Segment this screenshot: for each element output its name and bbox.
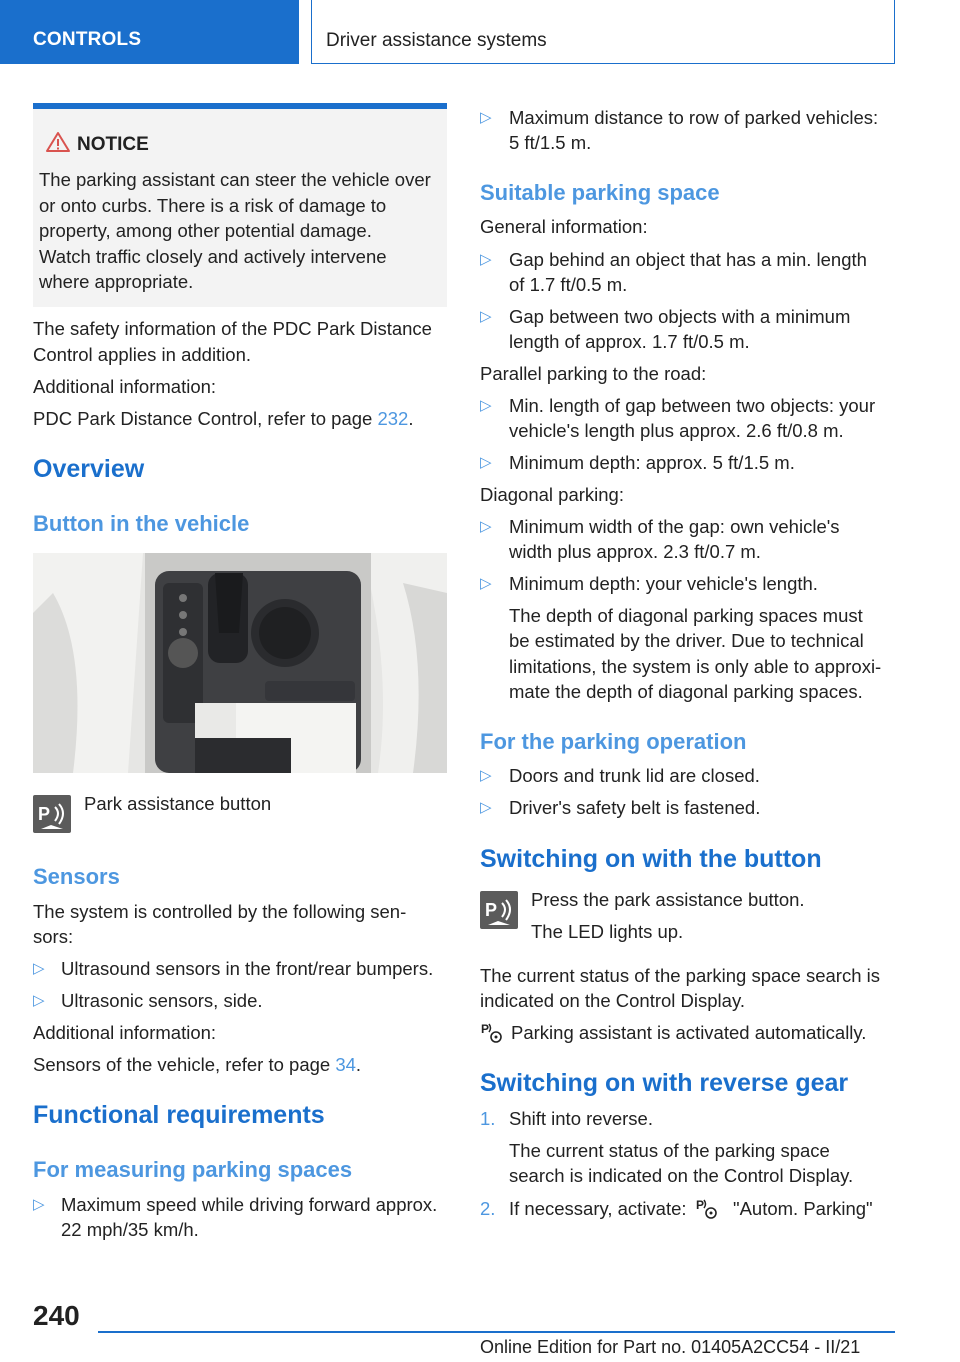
list-item: Minimum depth: approx. 5 ft/1.5 m. xyxy=(509,452,795,473)
bullet-icon: ▷ xyxy=(480,109,492,126)
diagonal-label: Diagonal parking: xyxy=(480,484,624,505)
additional-info-label: Additional information: xyxy=(33,376,217,397)
list-item: Doors and trunk lid are closed. xyxy=(509,765,760,786)
chapter-tab xyxy=(311,0,895,64)
safety-text: The safety information of the PDC Park Distance xyxy=(33,318,432,339)
list-item: width plus approx. 2.3 ft/0.7 m. xyxy=(509,541,761,562)
svg-text:P: P xyxy=(696,1198,705,1212)
warning-icon xyxy=(45,131,71,153)
edition-text: Online Edition for Part no. 01405A2CC54 - II/21 xyxy=(480,1337,861,1357)
list-item: Ultrasound sensors in the front/rear bumpers. xyxy=(61,958,434,979)
bullet-icon: ▷ xyxy=(480,799,492,816)
led-text: The LED lights up. xyxy=(531,921,684,942)
reverse-gear-heading: Switching on with reverse gear xyxy=(480,1069,849,1097)
bullet-icon: ▷ xyxy=(33,1196,45,1213)
overview-heading: Overview xyxy=(33,455,145,483)
sensors-reference: Sensors of the vehicle, refer to page 34. xyxy=(33,1054,362,1075)
bullet-icon: ▷ xyxy=(480,308,492,325)
bullet-icon: ▷ xyxy=(480,397,492,414)
parking-assistant-icon xyxy=(695,1196,719,1220)
general-info-label: General information: xyxy=(480,216,648,237)
notice-title: NOTICE xyxy=(77,134,149,155)
list-item: 22 mph/35 km/h. xyxy=(61,1219,199,1240)
bullet-icon: ▷ xyxy=(33,960,45,977)
list-item: Maximum distance to row of parked vehicles: xyxy=(509,107,879,128)
status-text: The current status of the parking space search is xyxy=(480,965,881,986)
svg-text:P: P xyxy=(481,1022,490,1036)
step-text: If necessary, activate: xyxy=(509,1198,687,1219)
list-item: Maximum speed while driving forward approx. xyxy=(61,1194,438,1215)
svg-text:P: P xyxy=(485,900,498,920)
list-item: Driver's safety belt is fastened. xyxy=(509,797,761,818)
step-text: Shift into reverse. xyxy=(509,1108,653,1129)
bullet-icon: ▷ xyxy=(480,454,492,471)
list-item: Ultrasonic sensors, side. xyxy=(61,990,263,1011)
additional-info-label: Additional information: xyxy=(33,1022,217,1043)
pdc-reference: PDC Park Distance Control, refer to page 232. xyxy=(33,408,414,429)
bullet-icon: ▷ xyxy=(480,518,492,535)
measuring-heading: For measuring parking spaces xyxy=(33,1157,353,1182)
diagonal-note: be estimated by the driver. Due to technical xyxy=(509,630,864,651)
chapter-title: Driver assistance systems xyxy=(326,30,547,51)
parking-assistant-icon xyxy=(480,1020,504,1044)
sensors-heading: Sensors xyxy=(33,864,120,889)
step-note: search is indicated on the Control Display. xyxy=(509,1165,854,1186)
sensors-text: The system is controlled by the following sen- xyxy=(33,901,407,922)
status-text: indicated on the Control Display. xyxy=(480,990,745,1011)
suitable-space-heading: Suitable parking space xyxy=(480,180,720,205)
notice-line: or onto curbs. There is a risk of damage to xyxy=(39,195,387,216)
notice-line: The parking assistant can steer the vehicle over xyxy=(39,169,431,190)
park-assist-button-icon xyxy=(33,795,71,833)
section-title: CONTROLS xyxy=(33,29,142,50)
notice-line: property, among other potential damage. xyxy=(39,220,372,241)
notice-line: Watch traffic closely and actively intervene xyxy=(39,246,387,267)
list-item: Gap behind an object that has a min. length xyxy=(509,249,867,270)
auto-activated-text: Parking assistant is activated automatically. xyxy=(511,1022,867,1043)
list-item: Minimum width of the gap: own vehicle's xyxy=(509,516,840,537)
parallel-label: Parallel parking to the road: xyxy=(480,363,707,384)
safety-text: Control applies in addition. xyxy=(33,344,252,365)
page-number: 240 xyxy=(33,1300,80,1331)
functional-requirements-heading: Functional requirements xyxy=(33,1101,325,1129)
pdc-page-link[interactable]: 232 xyxy=(377,408,409,429)
bullet-icon: ▷ xyxy=(480,767,492,784)
sensors-page-link[interactable]: 34 xyxy=(335,1054,356,1075)
diagonal-note: The depth of diagonal parking spaces must xyxy=(509,605,863,626)
operation-heading: For the parking operation xyxy=(480,729,747,754)
bullet-icon: ▷ xyxy=(33,992,45,1009)
console-photo xyxy=(33,553,447,773)
step-number: 2. xyxy=(480,1198,496,1219)
list-item: Gap between two objects with a minimum xyxy=(509,306,851,327)
diagonal-note: limitations, the system is only able to approxi- xyxy=(509,656,882,677)
footer-divider xyxy=(98,1331,895,1333)
step-value: "Autom. Parking" xyxy=(733,1198,873,1219)
notice-box xyxy=(33,103,447,307)
park-assist-button-icon xyxy=(480,891,518,929)
svg-text:P: P xyxy=(38,804,51,824)
button-caption: Park assistance button xyxy=(84,793,272,814)
list-item: 5 ft/1.5 m. xyxy=(509,132,592,153)
list-item: of 1.7 ft/0.5 m. xyxy=(509,274,628,295)
notice-line: where appropriate. xyxy=(39,271,194,292)
list-item: length of approx. 1.7 ft/0.5 m. xyxy=(509,331,750,352)
list-item: Min. length of gap between two objects: your xyxy=(509,395,876,416)
diagonal-note: mate the depth of diagonal parking spaces. xyxy=(509,681,863,702)
step-note: The current status of the parking space xyxy=(509,1140,830,1161)
list-item: Minimum depth: your vehicle's length. xyxy=(509,573,818,594)
list-item: vehicle's length plus approx. 2.6 ft/0.8 m. xyxy=(509,420,844,441)
section-tab xyxy=(0,0,299,64)
switch-button-heading: Switching on with the button xyxy=(480,845,822,873)
step-number: 1. xyxy=(480,1108,496,1129)
bullet-icon: ▷ xyxy=(480,575,492,592)
bullet-icon: ▷ xyxy=(480,251,492,268)
press-text: Press the park assistance button. xyxy=(531,889,805,910)
sensors-text: sors: xyxy=(33,926,74,947)
button-heading: Button in the vehicle xyxy=(33,511,250,536)
